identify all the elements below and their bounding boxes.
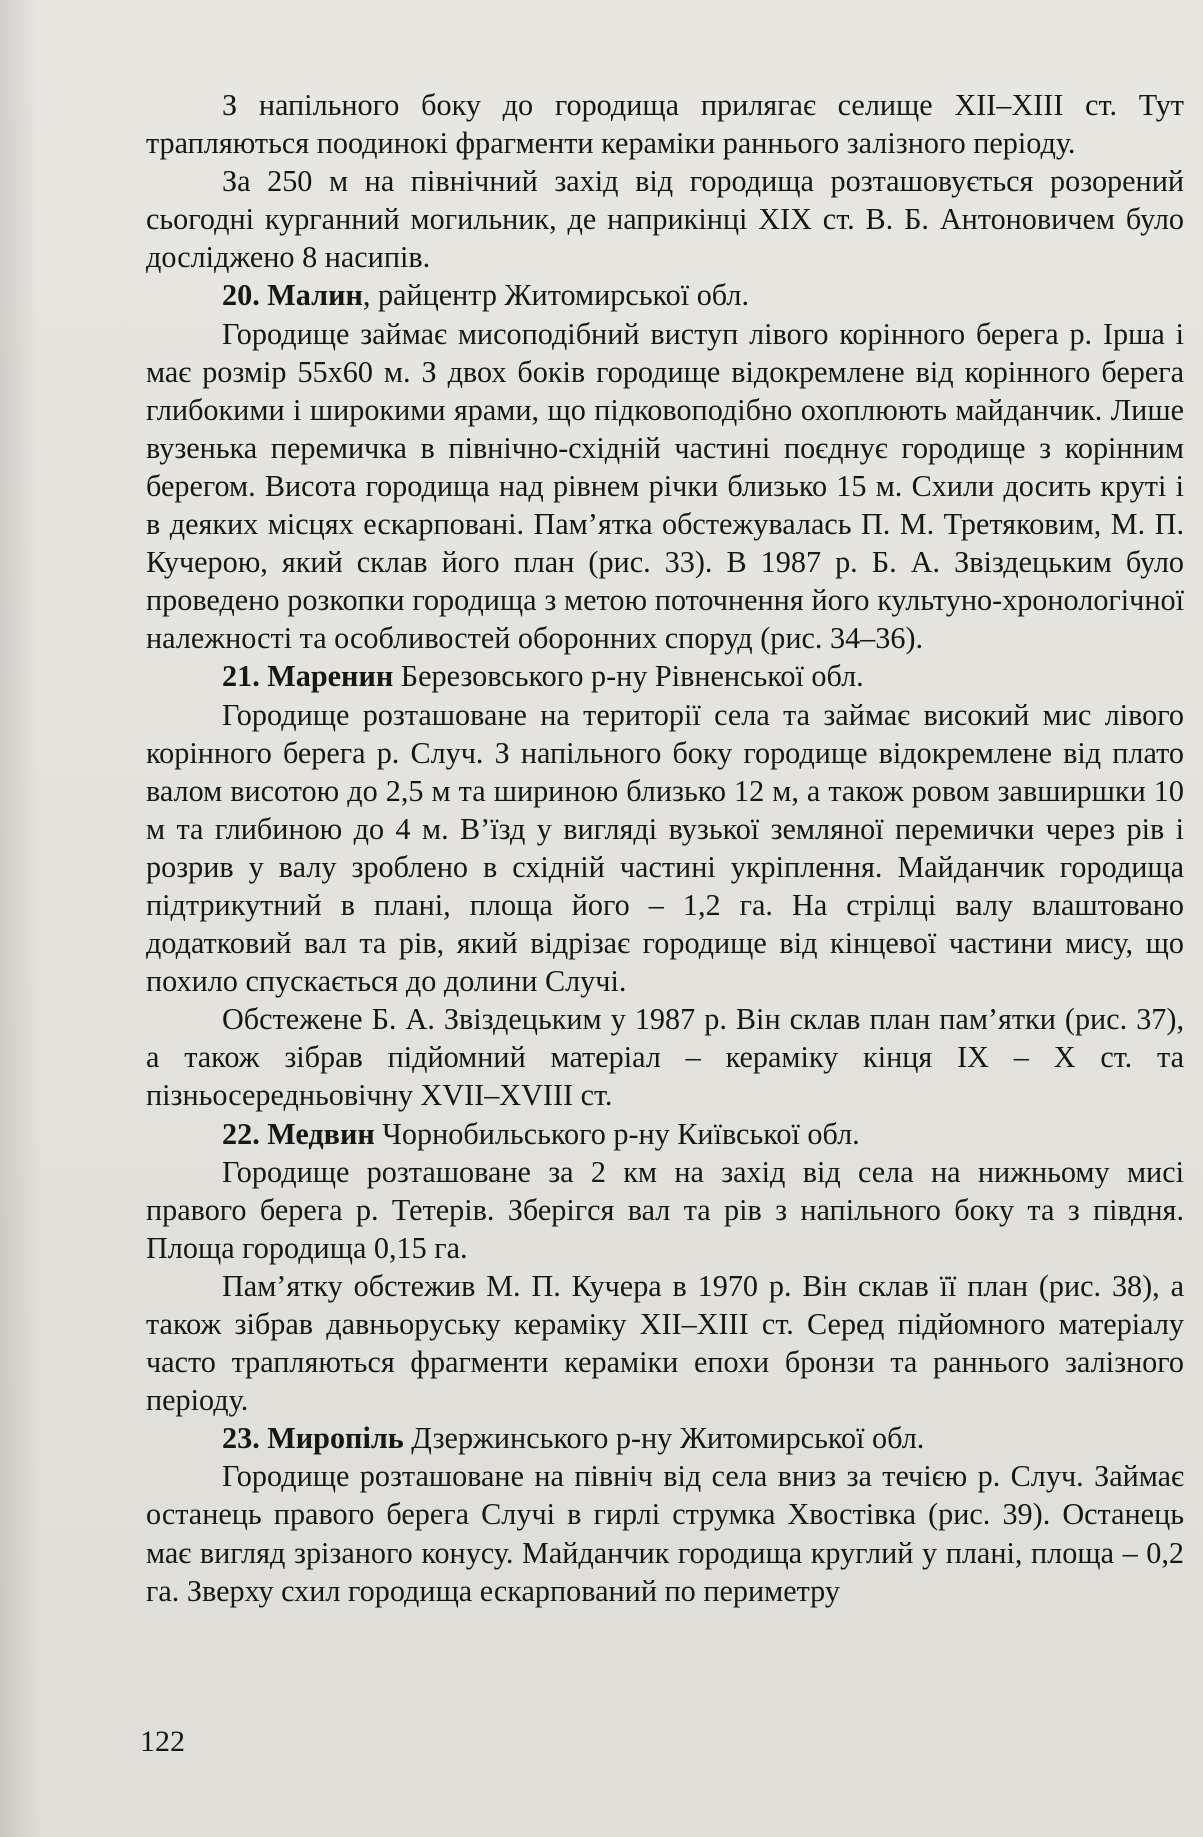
- entry-title: 20. Малин: [222, 278, 363, 313]
- paragraph: Городище розташоване на території села та займає високий мис лівого корінного берега р. Случ. З напільного боку городище відокремлене від плато валом висотою до 2,5 м та шириною близько 12 м, а також ровом завширшки 10 м та глибиною до 4 м. В’їзд у вигляді вузької земляної перемички через рів і розрив у валу зроблено в східній частині укріплення. Майданчик городища підтрикутний в плані, площа його – 1,2 га. На стрілці валу влаштовано додатковий вал та рів, який відрізає городище від кінцевої частини мису, що похило спускається до долини Случі.: [146, 697, 1184, 999]
- page-number: 122: [140, 1725, 185, 1758]
- entry-heading: [146, 1115, 1184, 1153]
- paragraph: Обстежене Б. А. Звіздецьким у 1987 р. Він склав план пам’ятки (рис. 37), а також зібрав підйомний матеріал – кераміку кінця IX – X ст. та пізньосередньовічну XVII–XVIII ст.: [146, 1002, 1184, 1113]
- entry-title: 21. Маренин: [222, 659, 394, 694]
- paragraph: З напільного боку до городища прилягає селище XII–XIII ст. Тут трапляються поодинокі фрагменти кераміки раннього залізного періоду.: [146, 88, 1184, 161]
- entry-location: Чорнобильського р-ну Київської обл.: [374, 1116, 860, 1151]
- entry-location: Березовського р-ну Рівненської обл.: [393, 659, 864, 694]
- entry-heading: [146, 657, 1184, 695]
- paragraph: Пам’ятку обстежив М. П. Кучера в 1970 р. Він склав її план (рис. 38), а також зібрав давньоруську кераміку XII–XIII ст. Серед підйомного матеріалу часто трапляються фрагменти кераміки епохи бронзи та раннього залізного періоду.: [146, 1268, 1184, 1418]
- paragraph: Городище розташоване на північ від села вниз за течією р. Случ. Займає останець правого берега Случі в гирлі струмка Хвостівка (рис. 39). Останець має вигляд зрізаного конусу. Майданчик городища круглий у плані, площа – 0,2 га. Зверху схил городища ескарпований по периметру: [146, 1459, 1184, 1608]
- paragraph: Городище розташоване за 2 км на захід від села на нижньому мисі правого берега р. Тетерів. Зберігся вал та рів з напільного боку та з півдня. Площа городища 0,15 га.: [146, 1154, 1184, 1265]
- entry-location: , райцентр Житомирської обл.: [362, 278, 750, 313]
- entry-title: 22. Медвин: [222, 1116, 375, 1151]
- paragraph: Городище займає мисоподібний виступ лівого корінного берега р. Ірша і має розмір 55х60 м. З двох боків городище відокремлене від корінного берега глибокими і широкими ярами, що підковоподібно охоплюють майданчик. Лише вузенька перемичка в північно-східній частині поєднує городище з корінним берегом. Висота городища над рівнем річки близько 15 м. Схили досить круті і в деяких місцях ескарповані. Пам’ятка обстежувалась П. М. Третяковим, М. П. Кучерою, який склав його план (рис. 33). В 1987 р. Б. А. Звіздецьким було проведено розкопки городища з метою поточнення його культуно-хронологічної належності та особливостей оборонних споруд (рис. 34–36).: [146, 316, 1184, 656]
- entry-title: 23. Миропіль: [222, 1421, 404, 1456]
- paragraph: За 250 м на північний захід від городища розташовується розорений сьогодні курганний могильник, де наприкінці XIX ст. В. Б. Антоновичем було досліджено 8 насипів.: [146, 164, 1184, 275]
- entry-heading: [146, 276, 1184, 314]
- body-text: [146, 86, 1184, 1610]
- entry-location: Дзержинського р-ну Житомирської обл.: [403, 1421, 925, 1456]
- entry-heading: [146, 1419, 1184, 1457]
